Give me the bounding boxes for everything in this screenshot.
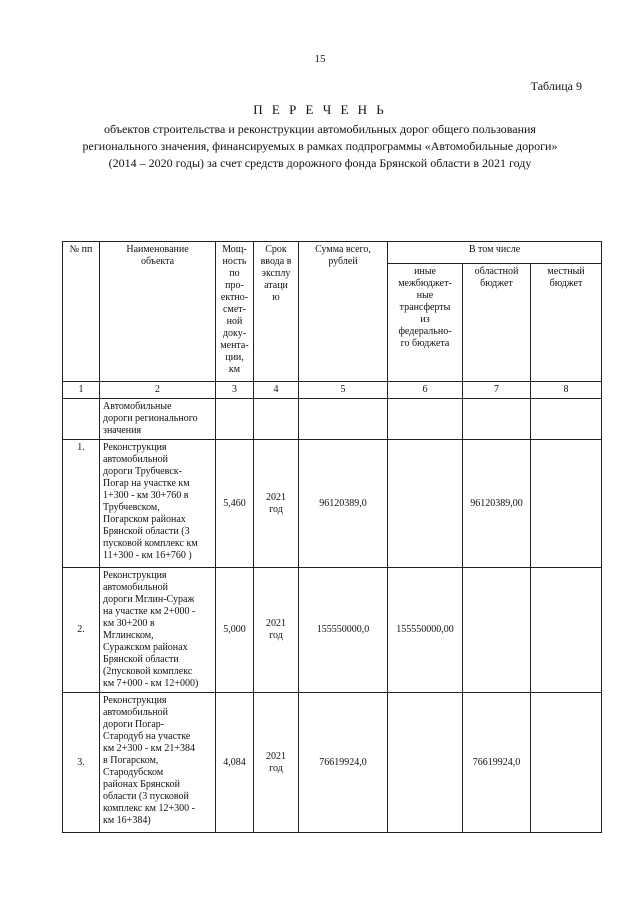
text-line: ю [272,292,280,303]
text-line: автомобильной [103,707,168,718]
text-line: федерально- [398,326,452,337]
table-cell [254,399,299,440]
text-line: Автомобильные [103,401,172,412]
text-line: 2021 [266,491,286,503]
row-number: 2. [63,568,100,693]
text-line: км 2+300 - км 21+384 [103,743,195,754]
header-name [100,242,216,382]
text-line: ной [226,316,243,327]
text-line: Брянской области (3 [103,526,190,537]
document-subtitle [60,121,580,172]
interbudget-value [388,693,463,833]
text-line: ектно- [220,292,249,303]
text-line: Брянской области [103,654,179,665]
text-line: Трубчевском, [103,502,160,513]
table-cell [388,399,463,440]
text-line: доку- [222,328,247,339]
text-line: местный [547,266,585,277]
text-line: ные [416,290,434,301]
table-cell [531,399,602,440]
term-value [254,693,299,833]
page-number: 15 [314,53,326,65]
header-regional [463,264,531,382]
subtitle-line: регионального значения, финансируемых в рамках подпрограммы «Автомобильные дороги» [82,139,558,153]
header-including: В том числе [388,242,602,264]
text-line: Суражском районах [103,642,188,653]
text-line: Стародуб на участке [103,731,191,742]
table-row [63,568,602,693]
column-number: 8 [531,382,602,399]
column-number: 5 [299,382,388,399]
text-line: межбюджет- [398,278,452,289]
text-line: ность [222,256,247,267]
column-number: 3 [216,382,254,399]
text-line: дороги Мглин-Сураж [103,594,195,605]
row-number: 3. [63,693,100,833]
regional-value [463,568,531,693]
text-line: Реконструкция [103,695,167,706]
text-line: Стародубском [103,767,164,778]
text-line: Сумма всего, [315,244,371,255]
section-row [63,399,602,440]
text-line: ввода в [260,256,292,267]
text-line: пусковой комплекс км [103,538,198,549]
header-num: № пп [63,242,100,382]
text-line: год [269,630,283,641]
text-line: Мглинском, [103,630,154,641]
table-cell [63,399,100,440]
total-value: 76619924,0 [299,693,388,833]
column-number: 1 [63,382,100,399]
term-value [254,568,299,693]
text-line: трансферты [399,302,451,313]
text-line: областной [474,266,519,277]
text-line: Мощ- [222,244,247,255]
objects-table [62,241,602,833]
text-line: Наименование [126,244,189,255]
header-total [299,242,388,382]
text-line: дороги Погар- [103,719,165,730]
text-line: Погарском районах [103,514,186,525]
object-name [100,440,216,568]
text-line: бюджет [549,278,583,289]
text-line: иные [414,266,436,277]
text-line: мента- [220,340,249,351]
text-line: по [229,268,240,279]
capacity-value: 4,084 [216,693,254,833]
text-line: бюджет [480,278,513,289]
table-label: Таблица 9 [530,79,582,93]
text-line: 11+300 - км 16+760 ) [103,550,192,561]
header-term [254,242,299,382]
subtitle-line: объектов строительства и реконструкции автомобильных дорог общего пользования [104,122,536,136]
subtitle-line: (2014 – 2020 годы) за счет средств дорожного фонда Брянской области в 2021 году [108,156,532,170]
text-line: км 7+000 - км 12+000) [103,678,199,689]
table-row [63,693,602,833]
text-line: районах Брянской [103,779,180,790]
text-line: объекта [140,256,175,267]
document-title: П Е Р Е Ч Е Н Ь [253,102,387,117]
text-line: Погар на участке км [103,478,190,489]
object-name [100,693,216,833]
interbudget-value: 155550000,00 [388,568,463,693]
object-name [100,568,216,693]
column-number: 7 [463,382,531,399]
text-line: год [269,503,283,515]
text-line: го бюджета [400,338,450,349]
local-value [531,568,602,693]
capacity-value: 5,460 [216,440,254,568]
text-line: км [228,364,241,375]
text-line: Срок [265,244,287,255]
total-value: 96120389,0 [299,440,388,568]
text-line: км 30+200 в [103,618,155,629]
text-line: из [420,314,430,325]
capacity-value: 5,000 [216,568,254,693]
local-value [531,693,602,833]
header-capacity [216,242,254,382]
row-number: 1. [63,440,100,568]
header-interbudget [388,264,463,382]
text-line: рублей [328,256,358,267]
text-line: год [269,762,283,774]
text-line: дороги Трубчевск- [103,466,182,477]
table-cell [463,399,531,440]
text-line: комплекс км 12+300 - [103,803,195,814]
text-line: ции, [225,352,244,363]
text-line: в Погарском, [103,755,159,766]
regional-value: 96120389,00 [463,440,531,568]
text-line: на участке км 2+000 - [103,606,196,617]
table-row [63,440,602,568]
interbudget-value [388,440,463,568]
total-value: 155550000,0 [299,568,388,693]
term-value [254,440,299,568]
text-line: (2пусковой комплекс [103,666,193,677]
table-cell [299,399,388,440]
header-local [531,264,602,382]
text-line: автомобильной [103,582,168,593]
text-line: атаци [264,280,288,291]
text-line: 2021 [266,618,286,629]
section-title [100,399,216,440]
text-line: Реконструкция [103,570,167,581]
text-line: эксплу [261,268,291,279]
table-cell [216,399,254,440]
text-line: автомобильной [103,454,168,465]
text-line: значения [103,425,142,436]
regional-value: 76619924,0 [463,693,531,833]
text-line: области (3 пусковой [103,791,189,802]
text-line: км 16+384) [103,815,151,826]
text-line: 1+300 - км 30+760 в [103,490,189,501]
local-value [531,440,602,568]
text-line: Реконструкция [103,442,167,453]
text-line: дороги регионального [103,413,198,424]
text-line: про- [225,280,244,291]
text-line: 2021 [266,750,286,762]
column-number: 2 [100,382,216,399]
text-line: смет- [223,304,246,315]
column-number: 4 [254,382,299,399]
column-number: 6 [388,382,463,399]
